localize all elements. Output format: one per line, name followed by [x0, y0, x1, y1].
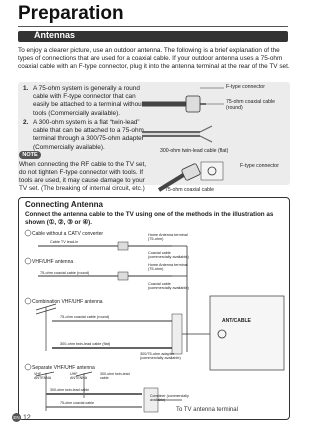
note-badge: NOTE	[19, 151, 41, 159]
tv-rear-panel	[210, 296, 284, 370]
adapter-label: 300/75-ohm adapter (commercially available)	[140, 352, 181, 360]
item-text: A 300-ohm system is a flat “twin-lead” cable that can be attached to a 75-ohm terminal through a 300/75-ohm adapter (Commercially available).	[33, 119, 144, 151]
twin-lead-label: 300-ohm twin-lead cable	[50, 388, 90, 392]
combiner-label: Combiner (commercially available)	[150, 394, 189, 402]
option-2-label: VHF/UHF antenna	[32, 259, 74, 265]
coax-label: 75-ohm coaxial cable	[60, 401, 94, 405]
twin-lead-label: 300-ohm twin-lead cable	[100, 372, 130, 380]
note-text: When connecting the RF cable to the TV set, do not tighten F-type connector with tools. If tools are used, it may cause damage to your TV set. (The breaking of internal circuit, etc.)	[19, 161, 147, 192]
twin-lead-label: 300-ohm twin-lead cable (flat)	[60, 342, 111, 346]
page-number-value: 12	[23, 414, 31, 422]
coax-75-label: 75-ohm coaxial cable	[165, 187, 215, 193]
item-number: 2.	[23, 119, 29, 126]
option-1-label: Cable without a CATV converter	[32, 231, 104, 237]
cable-tv-lead-in-label: Cable TV lead-in	[50, 240, 79, 244]
option-4-label: Separate VHF/UHF antenna	[32, 365, 95, 371]
f-connector-shape	[186, 96, 200, 112]
item-text: A 75-ohm system is generally a round cable with F-type connector that can easily be attached to a terminal without tools (Commercially available).	[33, 85, 144, 117]
page-title: Preparation	[18, 3, 124, 24]
uhf-antenna-label: UHF ANTENNA	[70, 372, 88, 380]
item-number: 1.	[23, 85, 29, 92]
connecting-title: Connecting Antenna	[25, 200, 103, 209]
terminal-caption: To TV antenna terminal	[176, 407, 238, 413]
coax-round-label: 75-ohm coaxial cable (round)	[40, 271, 90, 275]
coax-round-label: 75-ohm coaxial cable (round)	[226, 99, 276, 111]
twin-lead-label: 300-ohm twin-lead cable (flat)	[160, 148, 229, 154]
option-3-label: Combination VHF/UHF antenna	[32, 299, 103, 305]
home-terminal-label: Home Antenna terminal (75-ohm)	[148, 263, 188, 271]
section-title: Antennas	[34, 30, 76, 40]
language-badge: EN	[13, 415, 20, 420]
f-connector-label: F-type connector	[226, 84, 265, 90]
connect-instruction: Connect the antenna cable to the TV using one of the methods in the illustration as shown (①, ②, ③ or ④).	[25, 211, 274, 226]
title-rule	[18, 26, 288, 27]
f-connector-label-2: F-type connector	[240, 163, 279, 169]
coax-available-label: Coaxial cable (commercially available)	[148, 251, 189, 259]
list-item	[23, 85, 153, 118]
section-bar	[18, 31, 288, 42]
ant-cable-label: ANT/CABLE	[222, 318, 251, 324]
coax-available-label: Coaxial cable (commercially available)	[148, 282, 189, 290]
page-number	[12, 413, 31, 422]
home-terminal-label: Home Antenna terminal (75-ohm)	[148, 233, 188, 241]
cable-illustration	[140, 82, 290, 152]
intro-paragraph: To enjoy a clearer picture, use an outdoor antenna. The following is a brief explanation of the types of connections that are used for a coaxial cable. If your outdoor antenna uses a 75-ohm coaxial cable with an F-type connector, plug it into the antenna terminal at the rear of the TV set.	[18, 47, 290, 71]
coax-round-label: 75-ohm coaxial cable (round)	[60, 315, 110, 319]
vhf-antenna-label: VHF ANTENNA	[34, 372, 52, 380]
list-item	[23, 119, 153, 152]
